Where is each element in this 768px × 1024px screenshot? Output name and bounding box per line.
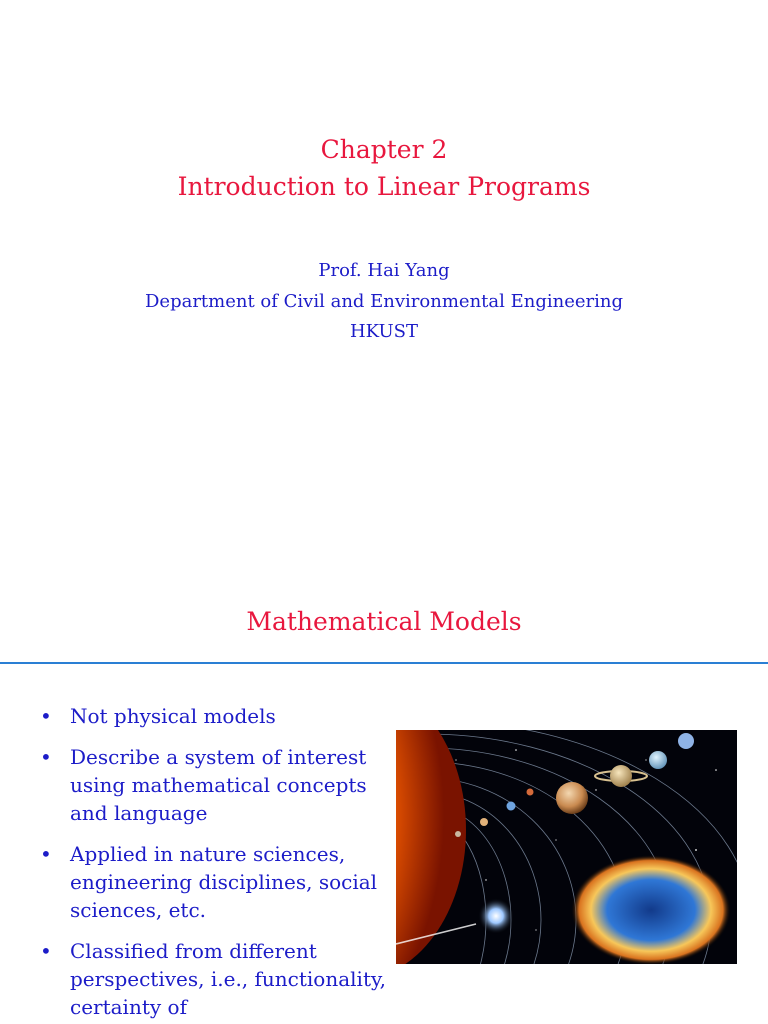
title-divider: [0, 662, 768, 664]
bullet-text: Classified from different perspectives, i.e., functionality, certainty of: [70, 939, 386, 1019]
bullet-item: [0, 743, 390, 827]
content-slide: [0, 576, 768, 1024]
bullet-text: Describe a system of interest using mathematical concepts and language: [70, 745, 367, 825]
planet-mercury: [455, 831, 461, 837]
bullet-item: [0, 702, 390, 730]
bright-star-glow: [478, 898, 514, 934]
author-university: HKUST: [349, 321, 418, 342]
slide-title: Mathematical Models: [246, 607, 522, 636]
bullet-text: Applied in nature sciences, engineering disciplines, social sciences, etc.: [70, 842, 378, 922]
bullet-item: [0, 840, 390, 924]
bullet-icon: •: [40, 704, 52, 728]
bullet-icon: •: [40, 842, 52, 866]
solar-system-image: [396, 730, 737, 964]
nebula-image: [571, 855, 731, 964]
bullet-icon: •: [40, 745, 52, 769]
planet-uranus: [649, 751, 667, 769]
author-department: Department of Civil and Environmental Engineering: [144, 291, 623, 312]
bullet-list: [0, 702, 390, 1024]
bullet-icon: •: [40, 939, 52, 963]
planet-neptune: [678, 733, 694, 749]
planet-earth: [507, 802, 516, 811]
planet-jupiter: [556, 782, 588, 814]
author-name: Prof. Hai Yang: [318, 260, 450, 281]
chapter-title: Introduction to Linear Programs: [177, 172, 591, 201]
planet-venus: [480, 818, 488, 826]
bullet-text: Not physical models: [70, 704, 276, 728]
planet-mars: [527, 789, 534, 796]
bullet-item: [0, 937, 390, 1021]
chapter-heading: Chapter 2: [320, 135, 448, 164]
